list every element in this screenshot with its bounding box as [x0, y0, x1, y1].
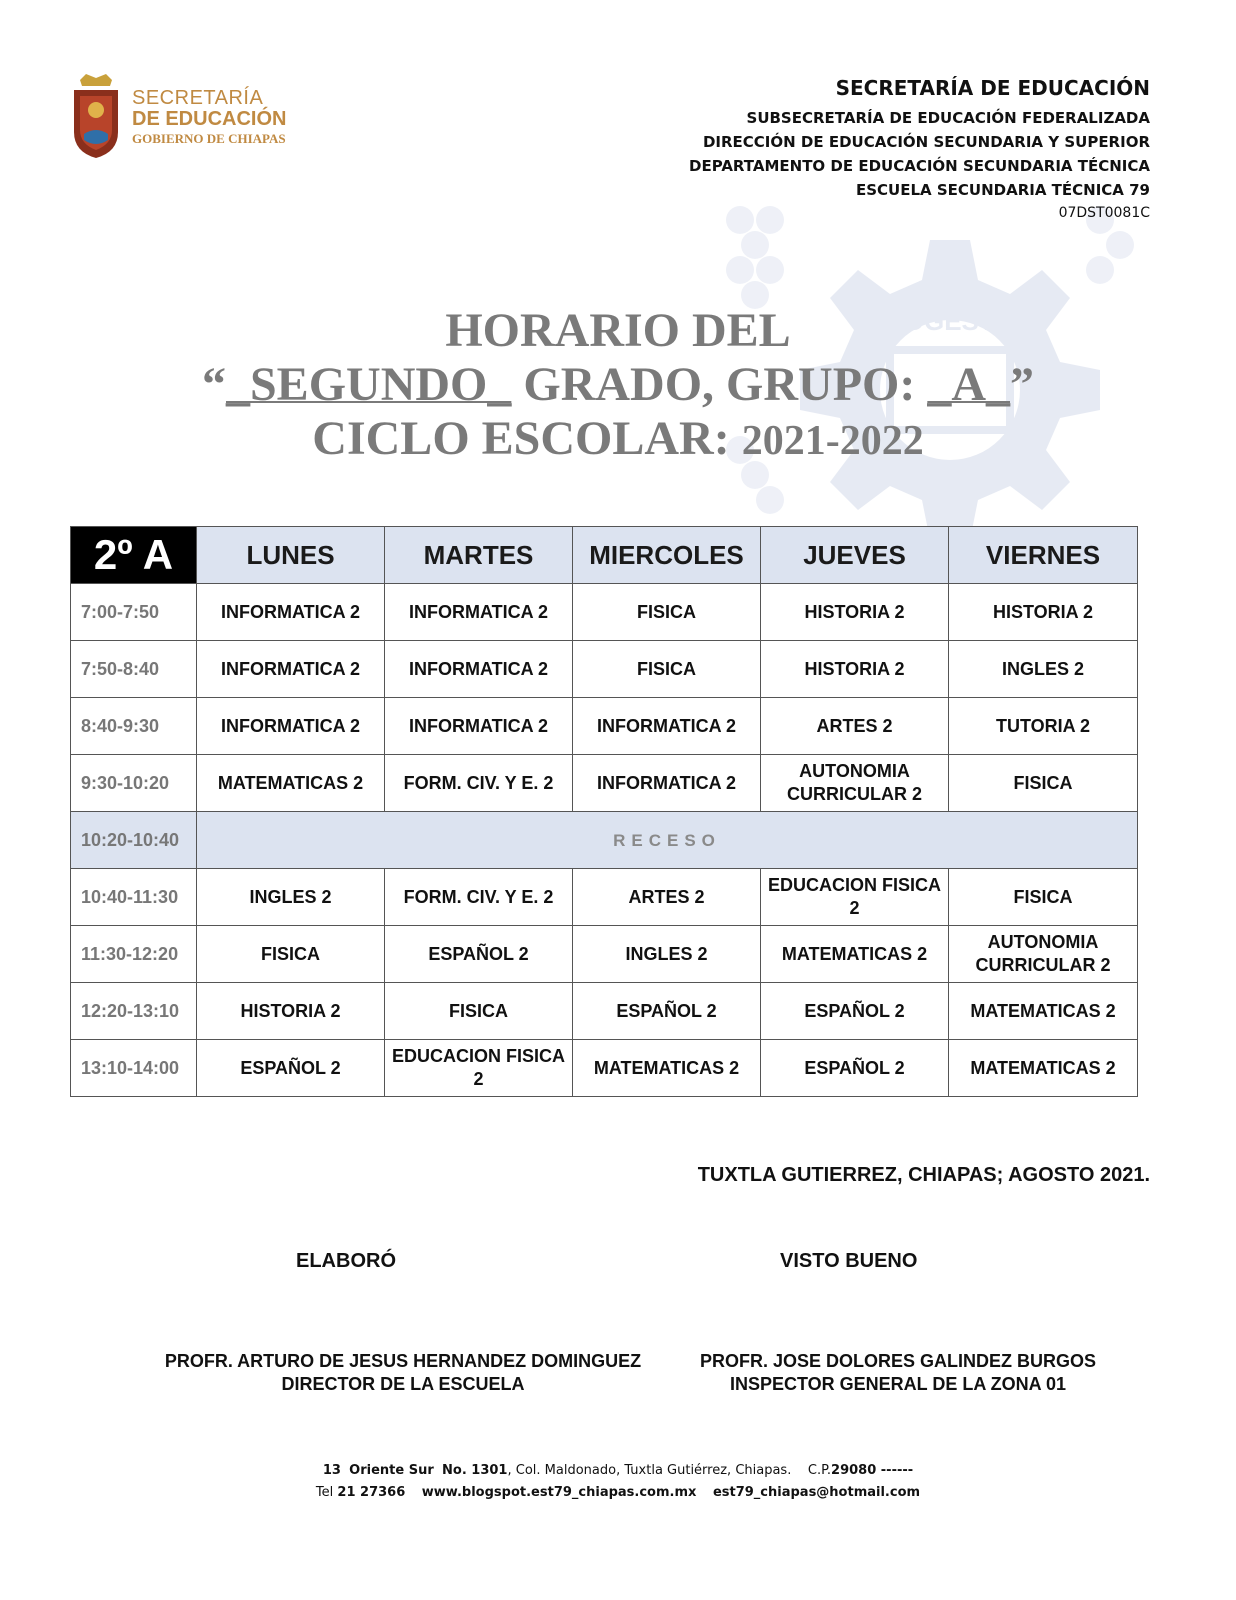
subject-cell: EDUCACION FISICA 2 [385, 1040, 573, 1097]
time-slot: 7:00-7:50 [71, 584, 197, 641]
address-no: No. 1301 [442, 1463, 508, 1478]
header-line: ESCUELA SECUNDARIA TÉCNICA 79 [855, 181, 1150, 199]
subject-cell: FISICA [949, 755, 1138, 812]
subject-cell: FISICA [949, 869, 1138, 926]
cp-label: C.P. [807, 1463, 832, 1478]
subject-cell: FORM. CIV. Y E. 2 [385, 755, 573, 812]
subject-cell: INGLES 2 [197, 869, 385, 926]
address-street: Oriente Sur [349, 1463, 434, 1478]
subject-cell: INFORMATICA 2 [197, 641, 385, 698]
table-row [71, 983, 1138, 1040]
grade-value: _SEGUNDO_ [225, 358, 512, 411]
table-row [71, 584, 1138, 641]
footer-address [0, 1460, 1236, 1482]
subject-cell: ARTES 2 [761, 698, 949, 755]
ciclo-label: CICLO ESCOLAR: [312, 412, 742, 465]
subject-cell: MATEMATICAS 2 [573, 1040, 761, 1097]
table-row [71, 1040, 1138, 1097]
day-header: MIERCOLES [573, 527, 761, 584]
subject-cell: INFORMATICA 2 [197, 584, 385, 641]
inspector-role: INSPECTOR GENERAL DE LA ZONA 01 [729, 1374, 1067, 1394]
logo [70, 74, 286, 160]
title-line-3 [0, 412, 1236, 468]
subject-cell: HISTORIA 2 [761, 584, 949, 641]
time-slot: 12:20-13:10 [71, 983, 197, 1040]
recess-label: RECESO [197, 812, 1138, 869]
logo-line-1: SECRETARÍA [132, 87, 264, 110]
address-rest: , Col. Maldonado, Tuxtla Gutiérrez, Chiapas. [507, 1463, 792, 1478]
open-quote: “ [201, 358, 226, 411]
subject-cell: HISTORIA 2 [761, 641, 949, 698]
cp-value: 29080 ------ [831, 1463, 914, 1478]
logo-line-3: GOBIERNO DE CHIAPAS [132, 131, 286, 147]
table-row [71, 641, 1138, 698]
time-slot: 7:50-8:40 [71, 641, 197, 698]
group-label: 2º A [71, 527, 197, 584]
inspector-name: PROFR. JOSE DOLORES GALINDEZ BURGOS [699, 1351, 1097, 1371]
logo-line-2: DE EDUCACIÓN [132, 108, 287, 131]
subject-cell: MATEMATICAS 2 [761, 926, 949, 983]
subject-cell: MATEMATICAS 2 [949, 1040, 1138, 1097]
signature-inspector [676, 1350, 1120, 1396]
header-line: SUBSECRETARÍA DE EDUCACIÓN FEDERALIZADA [746, 109, 1150, 127]
subject-cell: MATEMATICAS 2 [949, 983, 1138, 1040]
header-line: DIRECCIÓN DE EDUCACIÓN SECUNDARIA Y SUPERIOR [702, 133, 1150, 151]
title-line-2 [0, 358, 1236, 412]
subject-cell: FISICA [197, 926, 385, 983]
grado-label: GRADO, GRUPO: [511, 358, 928, 411]
subject-cell: FISICA [573, 641, 761, 698]
footer-contact [0, 1482, 1236, 1504]
subject-cell: INFORMATICA 2 [197, 698, 385, 755]
time-slot: 10:40-11:30 [71, 869, 197, 926]
table-row [71, 869, 1138, 926]
subject-cell: FISICA [385, 983, 573, 1040]
time-slot: 11:30-12:20 [71, 926, 197, 983]
director-name: PROFR. ARTURO DE JESUS HERNANDEZ DOMINGUEZ [164, 1351, 642, 1371]
table-header-row [71, 527, 1138, 584]
signature-director [138, 1350, 668, 1396]
subject-cell: ESPAÑOL 2 [761, 983, 949, 1040]
email-link[interactable]: est79_chiapas@hotmail.com [712, 1485, 921, 1500]
group-value: _A_ [927, 358, 1010, 411]
time-slot: 10:20-10:40 [71, 812, 197, 869]
institution-header [689, 76, 1150, 224]
subject-cell: AUTONOMIA CURRICULAR 2 [949, 926, 1138, 983]
subject-cell: INGLES 2 [573, 926, 761, 983]
title-line-1: HORARIO DEL [445, 304, 791, 357]
subject-cell: AUTONOMIA CURRICULAR 2 [761, 755, 949, 812]
subject-cell: ESPAÑOL 2 [385, 926, 573, 983]
subject-cell: HISTORIA 2 [197, 983, 385, 1040]
time-slot: 8:40-9:30 [71, 698, 197, 755]
subject-cell: FISICA [573, 584, 761, 641]
director-role: DIRECTOR DE LA ESCUELA [281, 1374, 525, 1394]
chiapas-shield-icon [70, 74, 122, 160]
subject-cell: TUTORIA 2 [949, 698, 1138, 755]
subject-cell: INFORMATICA 2 [573, 755, 761, 812]
time-slot: 9:30-10:20 [71, 755, 197, 812]
footer [0, 1460, 1236, 1504]
school-code: 07DST0081C [1058, 205, 1150, 221]
schedule-table [70, 526, 1138, 1097]
tel-value: 21 27366 [337, 1485, 406, 1500]
watermark-text: DGEST [905, 306, 995, 336]
header-line: DEPARTAMENTO DE EDUCACIÓN SECUNDARIA TÉCNICA [689, 157, 1150, 175]
close-quote: ” [1010, 358, 1034, 411]
place-date: TUXTLA GUTIERREZ, CHIAPAS; AGOSTO 2021. [697, 1164, 1150, 1186]
subject-cell: INFORMATICA 2 [573, 698, 761, 755]
day-header: JUEVES [761, 527, 949, 584]
subject-cell: FORM. CIV. Y E. 2 [385, 869, 573, 926]
visto-bueno-label: VISTO BUENO [780, 1250, 918, 1272]
schedule-title [0, 304, 1236, 468]
time-slot: 13:10-14:00 [71, 1040, 197, 1097]
recess-row [71, 812, 1138, 869]
subject-cell: HISTORIA 2 [949, 584, 1138, 641]
ciclo-year: 2021-2022 [741, 418, 924, 464]
subject-cell: EDUCACION FISICA 2 [761, 869, 949, 926]
subject-cell: ESPAÑOL 2 [761, 1040, 949, 1097]
table-row [71, 698, 1138, 755]
subject-cell: INFORMATICA 2 [385, 584, 573, 641]
subject-cell: MATEMATICAS 2 [197, 755, 385, 812]
tel-label: Tel [315, 1485, 334, 1500]
table-row [71, 755, 1138, 812]
elaboro-label: ELABORÓ [296, 1250, 396, 1272]
day-header: LUNES [197, 527, 385, 584]
address-number: 13 [322, 1463, 341, 1478]
day-header: MARTES [385, 527, 573, 584]
subject-cell: INFORMATICA 2 [385, 641, 573, 698]
subject-cell: ARTES 2 [573, 869, 761, 926]
header-main: SECRETARÍA DE EDUCACIÓN [835, 76, 1150, 100]
subject-cell: ESPAÑOL 2 [197, 1040, 385, 1097]
table-row [71, 926, 1138, 983]
website-link[interactable]: www.blogspot.est79_chiapas.com.mx [421, 1485, 697, 1500]
subject-cell: INGLES 2 [949, 641, 1138, 698]
subject-cell: INFORMATICA 2 [385, 698, 573, 755]
subject-cell: ESPAÑOL 2 [573, 983, 761, 1040]
day-header: VIERNES [949, 527, 1138, 584]
